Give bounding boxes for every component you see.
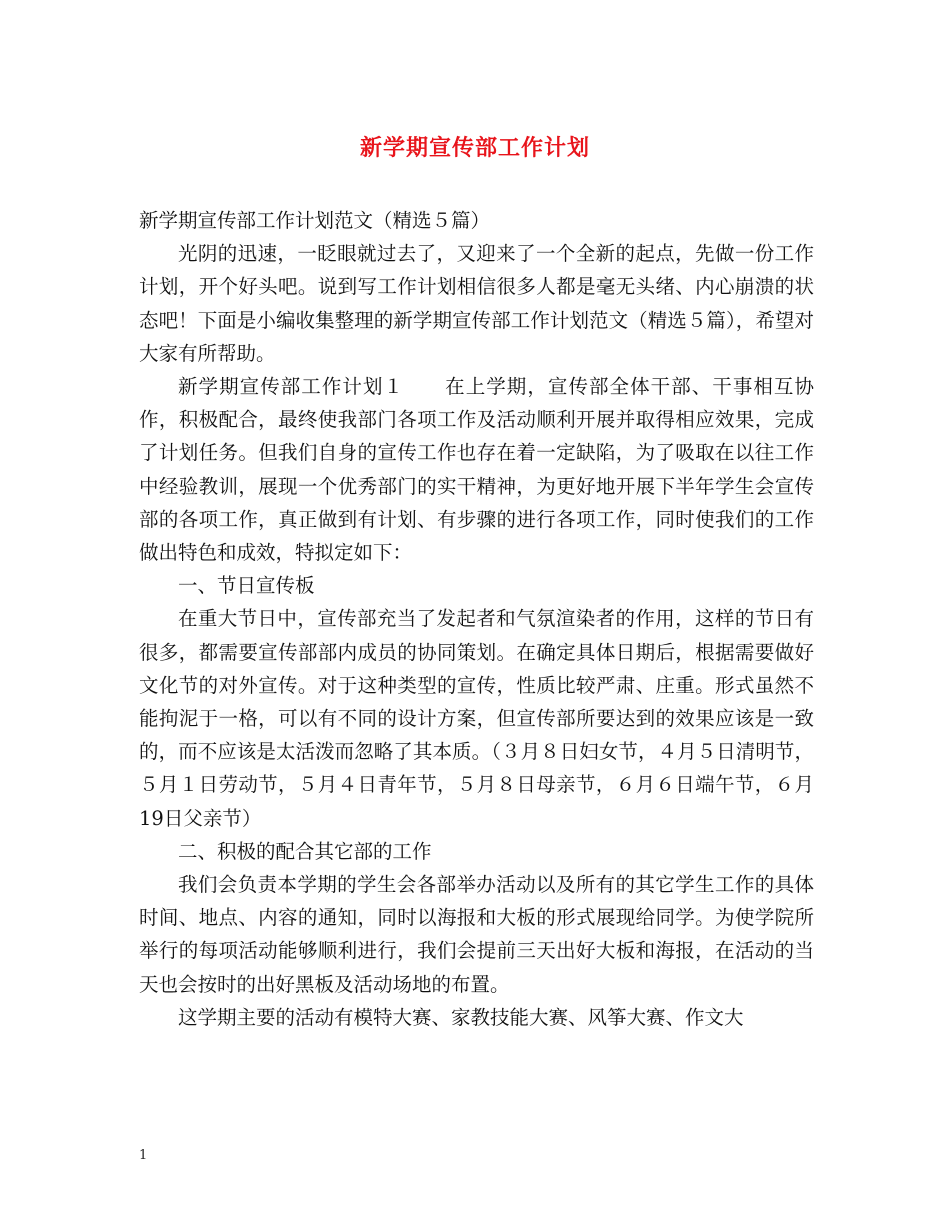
paragraph-festival-board: 在重大节日中，宣传部充当了发起者和气氛渲染者的作用，这样的节日有很多，都需要宣传部部内成员的协同策划。在确定具体日期后，根据需要做好文化节的对外宣传。对于这种类型的宣传，性质比较严肃、庄重。形式虽然不能拘泥于一格，可以有不同的设计方案，但宣传部所要达到的效果应该是一致的，而不应该是太活泼而忽略了其本质。（３月８日妇女节，４月５日清明节，５月１日劳动节，５月４日青年节，５月８日母亲节，６月６日端午节，６月19日父亲节） <box>139 607 814 830</box>
paragraph-cooperation: 我们会负责本学期的学生会各部举办活动以及所有的其它学生工作的具体时间、地点、内容的通知，同时以海报和大板的形式展现给同学。为使学院所举行的每项活动能够顺利进行，我们会提前三天出好大板和海报，在活动的当天也会按时的出好黑板及活动场地的布置。 <box>139 873 814 996</box>
document-subtitle: 新学期宣传部工作计划范文（精选５篇） <box>139 209 491 232</box>
document-body <box>139 204 814 1034</box>
section-heading-festival-board: 一、节日宣传板 <box>178 574 315 598</box>
paragraph-intro: 光阴的迅速，一眨眼就过去了，又迎来了一个全新的起点，先做一份工作计划，开个好头吧。说到写工作计划相信很多人都是毫无头绪、内心崩溃的状态吧！下面是小编收集整理的新学期宣传部工作计划范文（精选５篇），希望对大家有所帮助。 <box>139 242 814 365</box>
section-heading-cooperation: 二、积极的配合其它部的工作 <box>178 839 432 863</box>
paragraph-activities: 这学期主要的活动有模特大赛、家教技能大赛、风筝大赛、作文大 <box>178 1005 744 1029</box>
paragraph-plan-one: 新学期宣传部工作计划１ 在上学期，宣传部全体干部、干事相互协作，积极配合，最终使我部门各项工作及活动顺利开展并取得相应效果，完成了计划任务。但我们自身的宣传工作也存在着一定缺陷，为了吸取在以往工作中经验教训，展现一个优秀部门的实干精神，为更好地开展下半年学生会宣传部的各项工作，真正做到有计划、有步骤的进行各项工作，同时使我们的工作做出特色和成效，特拟定如下： <box>139 375 814 565</box>
document-title: 新学期宣传部工作计划 <box>359 135 590 161</box>
page-number: 1 <box>139 1148 148 1163</box>
